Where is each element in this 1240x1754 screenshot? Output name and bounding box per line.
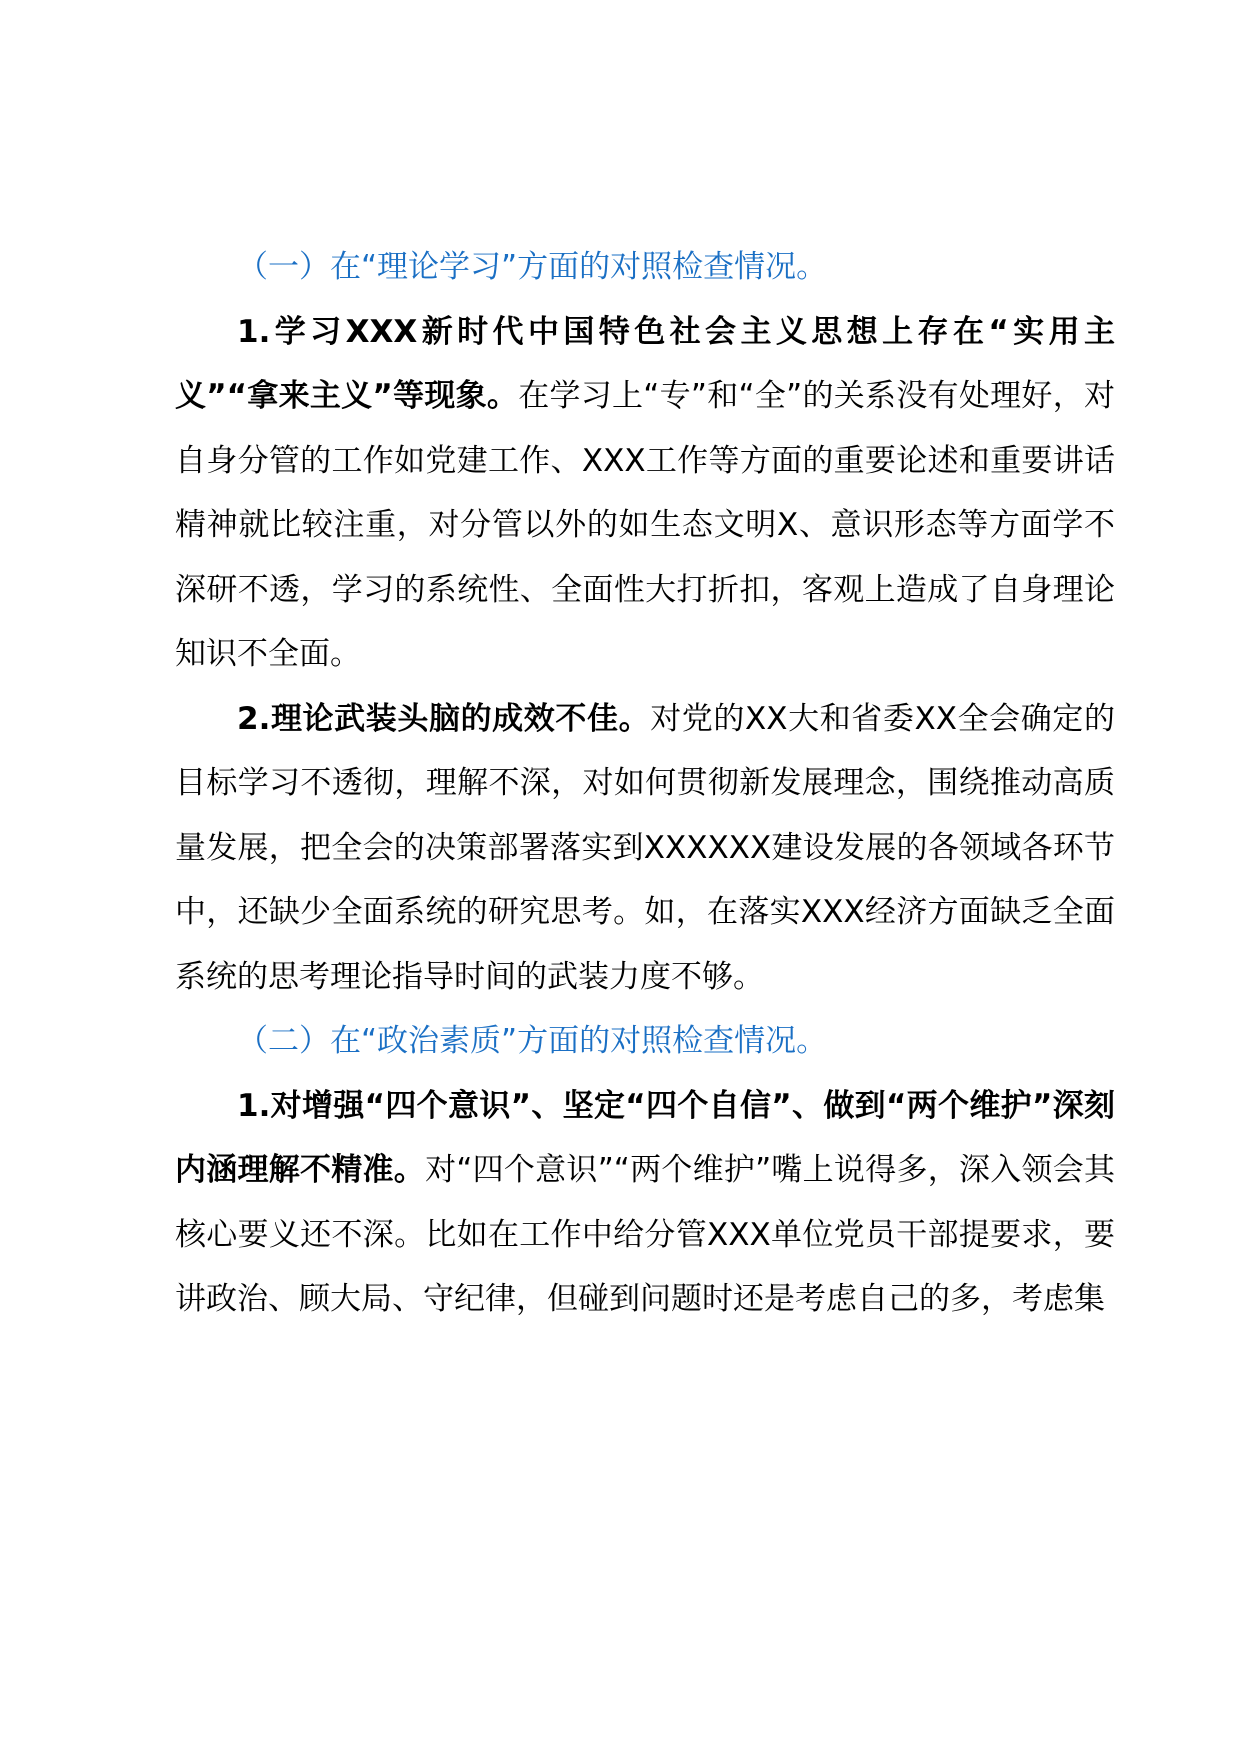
paragraph-body: 在学习上“专”和“全”的关系没有处理好，对自身分管的工作如党建工作、XXX工作等方面的重要论述和重要讲话精神就比较注重，对分管以外的如生态文明X、意识形态等方面学不深研不透，学习的系统性、全面性大打折扣，客观上造成了自身理论知识不全面。 — [175, 378, 1115, 672]
paragraph-body: 对“四个意识”“两个维护”嘴上说得多，深入领会其核心要义还不深。比如在工作中给分管XXX单位党员干部提要求，要讲政治、顾大局、守纪律，但碰到问题时还是考虑自己的多，考虑集 — [175, 1152, 1115, 1317]
section-heading-2: （二）在“政治素质”方面的对照检查情况。 — [237, 1023, 828, 1059]
section-heading-1: （一）在“理论学习”方面的对照检查情况。 — [237, 249, 828, 285]
document-page — [175, 235, 1115, 1332]
paragraph-2-1 — [175, 1074, 1115, 1332]
paragraph-1-2 — [175, 687, 1115, 1010]
paragraph-body: 对党的XX大和省委XX全会确定的目标学习不透彻，理解不深，对如何贯彻新发展理念，围绕推动高质量发展，把全会的决策部署落实到XXXXXX建设发展的各领域各环节中，还缺少全面系统的研究思考。如，在落实XXX经济方面缺乏全面系统的思考理论指导时间的武装力度不够。 — [175, 700, 1115, 995]
paragraph-1-1 — [175, 300, 1115, 687]
paragraph-lead: 1.学习XXX新时代中国特色社会主义思想上存在“实用主义”“拿来主义”等现象。 — [175, 313, 1115, 414]
paragraph-lead: 2.理论武装头脑的成效不佳。 — [237, 700, 651, 737]
paragraph-lead: 1.对增强“四个意识”、坚定“四个自信”、做到“两个维护”深刻内涵理解不精准。 — [175, 1087, 1115, 1188]
